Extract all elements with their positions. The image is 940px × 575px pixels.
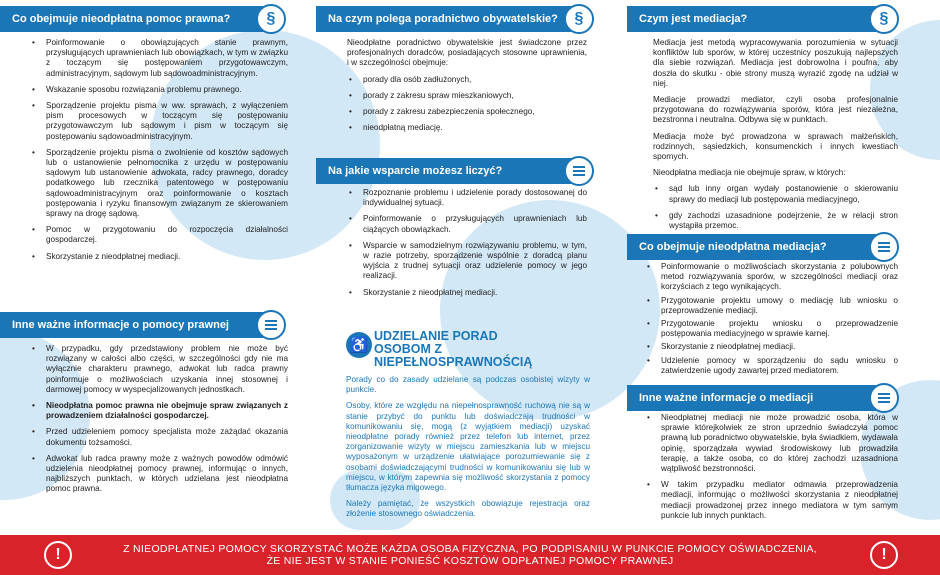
list-icon [869, 232, 899, 262]
announcement-title-line1: UDZIELANIE PORAD [374, 329, 498, 343]
list-icon [869, 383, 899, 413]
list-item: • porady z zakresu spraw mieszkaniowych, [347, 91, 587, 101]
mediation-body [653, 38, 898, 237]
section-header-other-info-legal [0, 312, 282, 338]
list-item: • Nieodpłatna pomoc prawna nie obejmuje spraw związanych z prowadzeniem działalności gospodarczej. [30, 401, 288, 421]
civic-advice-body [347, 38, 587, 139]
paragraph-icon: § [256, 4, 286, 34]
section-title: Co obejmuje nieodpłatna pomoc prawna? [12, 13, 231, 25]
list-item: • gdy zachodzi uzasadnione podejrzenie, że w relacji stron wystąpiła przemoc. [653, 211, 898, 231]
civic-intro: Nieodpłatne poradnictwo obywatelskie jest świadczone przez profesjonalnych doradców, posiadających stosowne uprawnienia, i w szczególności obejmuje: [347, 38, 587, 68]
warning-icon: ! [870, 541, 898, 569]
list-item: • Wskazanie sposobu rozwiązania problemu prawnego. [30, 85, 288, 95]
list-item: • Sporządzenie projektu pisma w ww. sprawach, z wyłączeniem pism procesowych w toczącym się postępowaniu przygotowawczym lub sądowym i pism w toczącym się postępowaniu sądowoadministracyjnym. [30, 101, 288, 142]
section-header-legal-aid [0, 6, 282, 32]
announcement-p2: Osoby, które ze względu na niepełnosprawność ruchową nie są w stanie przybyć do punktu lub doświadczają trudności w komunikowaniu się, mogą (z wyjątkiem mediacji) uzyskać nieodpłatne porady również przez telefon lub internet, przez zorganizowanie wizyty w miejscu zamieszkania lub w miejscu wyposażonym w urządzenie ułatwiające porozumiewanie się z osobami doświadczającymi trudności w komunikowaniu się lub w miejscu, w którym zapewnia się możliwość skorzystania z pomocy tłumacza języka migowego. [346, 401, 590, 493]
legal-aid-list [30, 38, 288, 268]
other-info-legal-list [30, 344, 288, 501]
list-item: • Sporządzenie projektu pisma o zwolnienie od kosztów sądowych lub o ustanowienie pełnomocnika z urzędu w postępowaniu sądowym lub ustanowienie adwokata, radcy prawnego, doradcy podatkowego lub rzecznika patentowego w postępowaniu sądowoadministracyjnym oraz poinformowanie o kosztach postępowania i ryzyku finansowym związanym ze skierowaniem sprawy na drogę sądową. [30, 148, 288, 219]
list-item: • W przypadku, gdy przedstawiony problem nie może być rozwiązany w całości albo części, w szczególności gdy nie ma wyłącznie charakteru prawnego, adwokat lub radca prawny poinformuje o możliwościach uzyskania innej stosownej i darmowej pomocy w wyspecjalizowanych jednostkach. [30, 344, 288, 395]
list-item: • Poinformowanie o obowiązujących stanie prawnym, przysługujących uprawnieniach lub obowiązkach, w tym w związku z toczącym się postępowaniem przygotowawczym, administracyjnym, sądowym lub sądowoadministracyjnym. [30, 38, 288, 79]
list-item: • Pomoc w przygotowaniu do rozpoczęcia działalności gospodarczej. [30, 225, 288, 245]
list-item: • nieodpłatną mediację. [347, 123, 587, 133]
paragraph-icon: § [869, 4, 899, 34]
warning-icon: ! [44, 541, 72, 569]
list-item: • Skorzystanie z nieodpłatnej mediacji. [347, 288, 587, 298]
footer-banner [0, 535, 940, 575]
list-item: • Skorzystanie z nieodpłatnej mediacji. [645, 342, 898, 352]
mediation-p4: Nieodpłatna mediacja nie obejmuje spraw, w których: [653, 168, 846, 178]
section-title: Inne ważne informacje o pomocy prawnej [12, 319, 229, 331]
list-item: • Przygotowanie projektu umowy o mediację lub wniosku o przeprowadzenie mediacji. [645, 296, 898, 316]
section-header-free-mediation [627, 234, 895, 260]
section-title: Na czym polega poradnictwo obywatelskie? [328, 13, 558, 25]
mediation-p2: Mediacje prowadzi mediator, czyli osoba profesjonalnie przygotowana do rozwiązywania sporów, która jest niezależna, bezstronna i neutralna. Odbywa się w punktach. [653, 95, 898, 125]
paragraph-icon: § [564, 4, 594, 34]
list-item: • Poinformowanie o przysługujących uprawnieniach lub ciążących obowiązkach. [347, 214, 587, 234]
section-title: Czym jest mediacja? [639, 13, 748, 25]
section-header-support [316, 158, 590, 184]
list-icon [256, 310, 286, 340]
section-title: Co obejmuje nieodpłatna mediacja? [639, 241, 827, 253]
announcement-title-line2: OSOBOM Z NIEPEŁNOSPRAWNOŚCIĄ [374, 342, 533, 369]
section-header-civic-advice [316, 6, 590, 32]
announcement-p1: Porady co do zasady udzielane są podczas osobistej wizyty w punkcie. [346, 375, 590, 395]
list-item: • Skorzystanie z nieodpłatnej mediacji. [30, 252, 288, 262]
list-item: • sąd lub inny organ wydały postanowienie o skierowaniu sprawy do mediacji lub postępowania mediacyjnego, [653, 184, 898, 204]
free-mediation-list [645, 262, 898, 379]
footer-line2: ŻE NIE JEST W STANIE PONIEŚĆ KOSZTÓW ODPŁATNEJ POMOCY PRAWNEJ [266, 555, 674, 567]
list-item: • Wsparcie w samodzielnym rozwiązywaniu problemu, w tym, w razie potrzeby, sporządzenie wspólnie z doradcą planu wyjścia z trudnej sytuacji oraz udzielenie pomocy w jego realizacji. [347, 241, 587, 282]
list-item: • W takim przypadku mediator odmawia przeprowadzenia mediacji, informując o możliwości skorzystania z nieodpłatnej mediacji prowadzonej przez innego mediatora w tym samym punkcie lub innych punktach. [645, 480, 898, 521]
list-item: • porady dla osób zadłużonych, [347, 75, 587, 85]
disability-announcement [340, 330, 590, 526]
list-item: • Rozpoznanie problemu i udzielenie porady dostosowanej do indywidualnej sytuacji. [347, 188, 587, 208]
list-item: • Przed udzieleniem pomocy specjalista może zażądać okazania dokumentu tożsamości. [30, 427, 288, 447]
section-header-mediation [627, 6, 895, 32]
list-item: • Poinformowanie o możliwościach skorzystania z polubownych metod rozwiązywania sporów, w szczególności mediacji oraz korzyściach z tego wynikających. [645, 262, 898, 293]
list-item: • Adwokat lub radca prawny może z ważnych powodów odmówić udzielenia nieodpłatnej pomocy prawnej, informując o innych, najbliższych punktach, w których udzielana jest nieodpłatna pomoc prawna. [30, 454, 288, 495]
list-icon [564, 156, 594, 186]
other-info-mediation-list [645, 413, 898, 527]
section-title: Inne ważne informacje o mediacji [639, 392, 814, 404]
list-item: • porady z zakresu zabezpieczenia społecznego, [347, 107, 587, 117]
section-header-other-info-mediation [627, 385, 895, 411]
announcement-p3: Należy pamiętać, że wszystkich obowiązuje rejestracja oraz złożenie stosownego oświadczenia. [346, 499, 590, 519]
list-item: • Nieodpłatnej mediacji nie może prowadzić osoba, która w sprawie którejkolwiek ze stron uprzednio świadczyła pomoc prawną lub poradnictwo obywatelskie, była świadkiem, wydawała opinię, sporządzała wywiad środowiskowy lub prowadziła terapię, a także osoba, co do której zachodzi uzasadniona wątpliwość bezstronności. [645, 413, 898, 474]
support-list [347, 188, 587, 304]
mediation-p1: Mediacja jest metodą wypracowywania porozumienia w sytuacji konfliktów lub sporów, w której uczestnicy poszukują najlepszych dla siebie rozwiązań. Mediacja jest dobrowolna i poufna, aby doszła do skutku - obie strony muszą wyrazić zgodę na udział w niej. [653, 38, 898, 88]
footer-line1: Z NIEODPŁATNEJ POMOCY SKORZYSTAĆ MOŻE KAŻDA OSOBA FIZYCZNA, PO PODPISANIU W PUNKCIE POMOCY OŚWIADCZENIA, [123, 543, 817, 555]
list-item: • Udzielenie pomocy w sporządzeniu do sądu wniosku o zatwierdzenie ugody zawartej przed mediatorem. [645, 356, 898, 376]
wheelchair-icon: ♿ [346, 332, 372, 358]
list-item: • Przygotowanie projektu wniosku o przeprowadzenie postępowania mediacyjnego w sprawie karnej. [645, 319, 898, 339]
mediation-p3: Mediacja może być prowadzona w sprawach małżeńskich, rodzinnych, sąsiedzkich, konsumenckich i innych kwestiach spornych. [653, 131, 898, 162]
section-title: Na jakie wsparcie możesz liczyć? [328, 165, 503, 177]
